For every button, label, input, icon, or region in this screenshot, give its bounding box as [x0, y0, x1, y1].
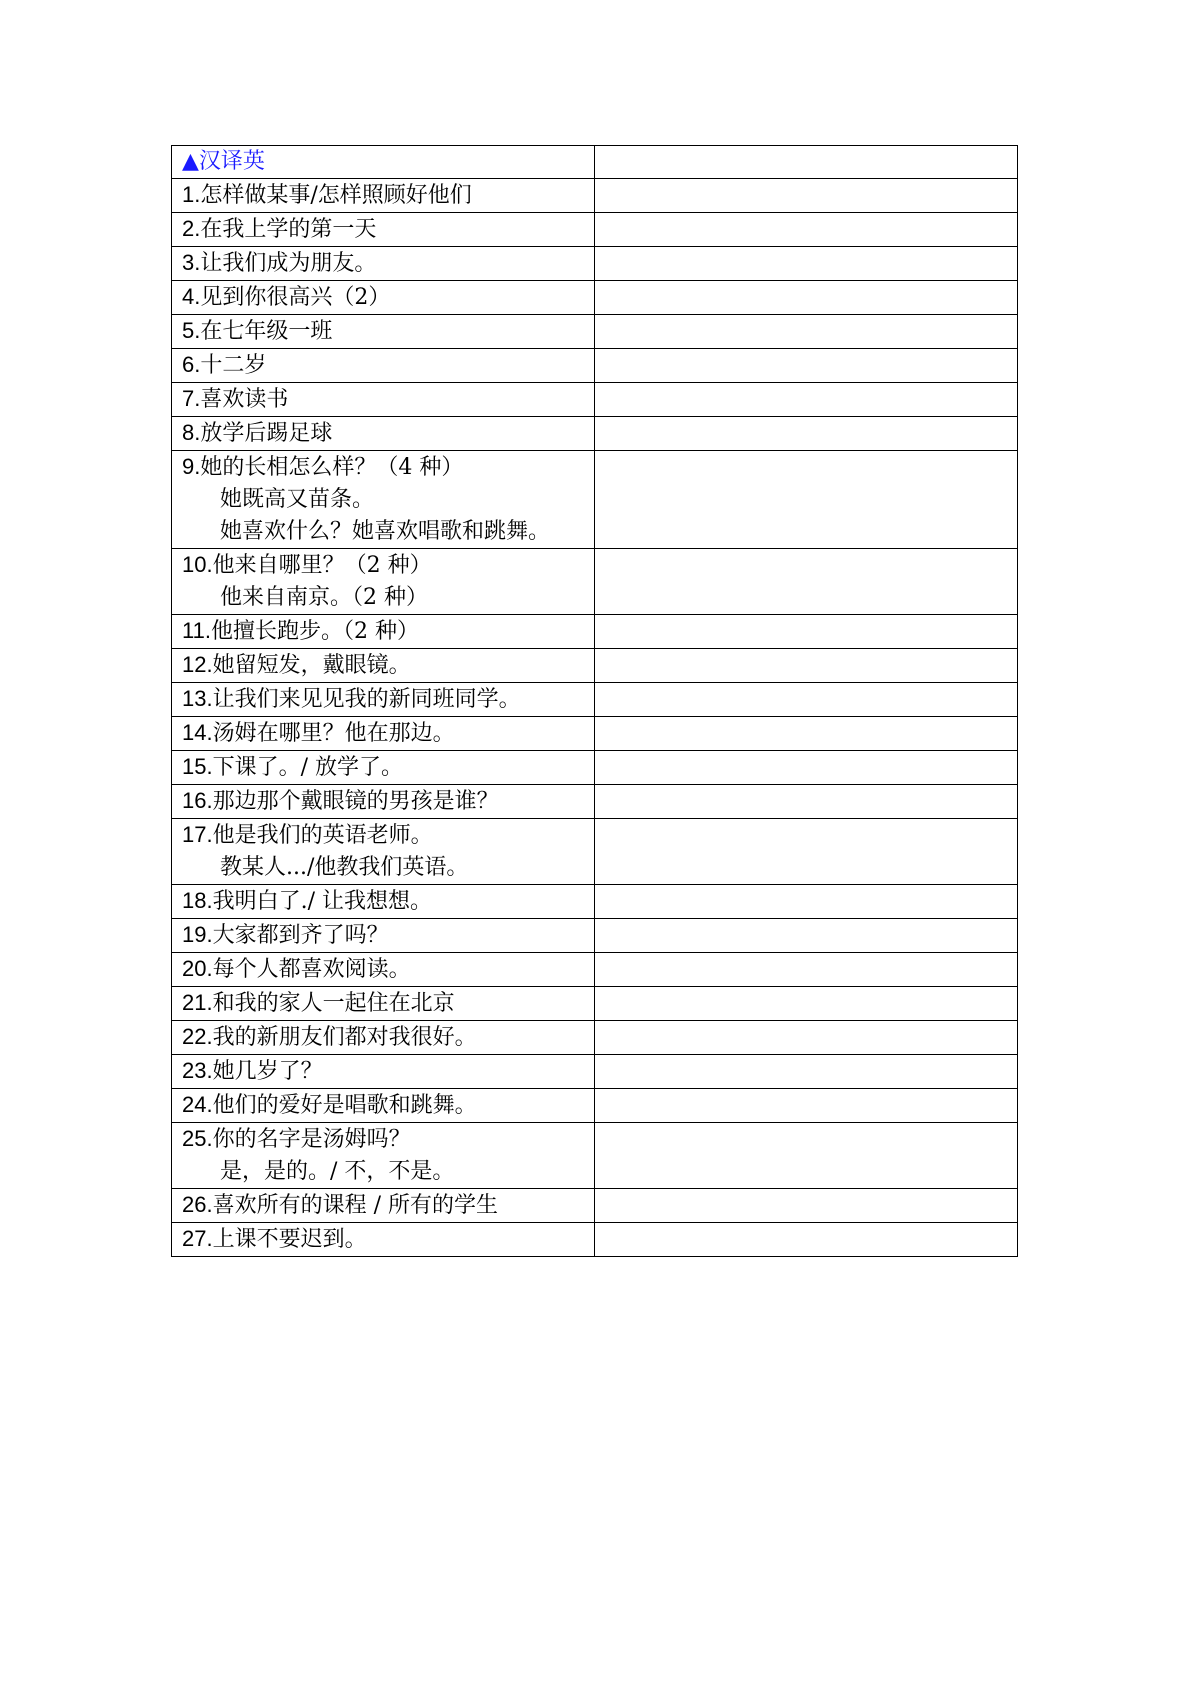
question-row [172, 213, 1018, 247]
question-cell [172, 383, 595, 417]
answer-cell[interactable] [595, 315, 1018, 349]
question-row [172, 1021, 1018, 1055]
answer-cell[interactable] [595, 987, 1018, 1021]
question-subline: 他来自南京。（2 种） [220, 585, 428, 610]
answer-cell[interactable] [595, 451, 1018, 549]
question-line: 我明白了./ 让我想想。 [212, 889, 432, 914]
question-number: 20. [182, 956, 213, 981]
question-number: 25. [182, 1126, 213, 1151]
answer-cell[interactable] [595, 717, 1018, 751]
question-text [182, 785, 594, 818]
question-number: 21. [182, 990, 213, 1015]
header-row [172, 146, 1018, 179]
answer-cell[interactable] [595, 819, 1018, 885]
question-row [172, 1123, 1018, 1189]
question-number: 14. [182, 720, 213, 745]
question-cell [172, 179, 595, 213]
question-text [182, 1189, 594, 1222]
answer-cell[interactable] [595, 281, 1018, 315]
question-row [172, 281, 1018, 315]
question-line: 每个人都喜欢阅读。 [212, 957, 411, 982]
answer-cell[interactable] [595, 751, 1018, 785]
question-cell [172, 649, 595, 683]
question-number: 16. [182, 788, 213, 813]
question-line: 他们的爱好是唱歌和跳舞。 [212, 1093, 477, 1118]
question-row [172, 247, 1018, 281]
translation-table [171, 145, 1018, 1257]
question-line: 在七年级一班 [200, 319, 333, 344]
answer-cell[interactable] [595, 1123, 1018, 1189]
answer-cell[interactable] [595, 1055, 1018, 1089]
question-number: 11. [182, 618, 211, 643]
question-text [182, 953, 594, 986]
question-text [182, 315, 594, 348]
question-line: 在我上学的第一天 [200, 217, 377, 242]
question-number: 9. [182, 454, 201, 479]
question-line: 他擅长跑步。（2 种） [210, 619, 419, 644]
question-cell [172, 247, 595, 281]
question-line: 喜欢所有的课程 / 所有的学生 [212, 1193, 498, 1218]
answer-cell[interactable] [595, 383, 1018, 417]
question-line: 怎样做某事/怎样照顾好他们 [200, 183, 472, 208]
question-cell [172, 417, 595, 451]
question-row [172, 987, 1018, 1021]
question-number: 19. [182, 922, 213, 947]
question-text [182, 247, 594, 280]
question-line: 下课了。/ 放学了。 [212, 755, 403, 780]
question-text [182, 683, 594, 716]
question-text [182, 417, 594, 450]
translation-table-body [172, 146, 1018, 1257]
question-cell [172, 315, 595, 349]
answer-cell[interactable] [595, 213, 1018, 247]
question-line: 十二岁 [200, 353, 267, 378]
question-row [172, 315, 1018, 349]
answer-cell[interactable] [595, 417, 1018, 451]
question-row [172, 1223, 1018, 1257]
answer-cell[interactable] [595, 1223, 1018, 1257]
answer-cell[interactable] [595, 683, 1018, 717]
question-text [182, 451, 594, 484]
question-number: 22. [182, 1024, 213, 1049]
question-cell [172, 885, 595, 919]
question-line: 她留短发，戴眼镜。 [212, 653, 411, 678]
question-row [172, 751, 1018, 785]
question-cell [172, 751, 595, 785]
question-cell [172, 213, 595, 247]
question-text [182, 179, 594, 212]
question-line: 他来自哪里？（2 种） [212, 553, 432, 578]
question-text [182, 751, 594, 784]
question-number: 24. [182, 1092, 213, 1117]
question-text [182, 349, 594, 382]
answer-cell[interactable] [595, 885, 1018, 919]
question-text [182, 717, 594, 750]
answer-cell[interactable] [595, 247, 1018, 281]
question-number: 6. [182, 352, 201, 377]
question-line: 她几岁了？ [212, 1059, 323, 1084]
header-title: 汉译英 [198, 149, 265, 174]
question-cell [172, 819, 595, 885]
question-text [182, 649, 594, 682]
answer-cell[interactable] [595, 1089, 1018, 1123]
question-line: 他是我们的英语老师。 [212, 823, 433, 848]
question-line: 大家都到齐了吗？ [212, 923, 389, 948]
header-title-cell [172, 146, 595, 179]
question-row [172, 785, 1018, 819]
question-number: 13. [182, 686, 213, 711]
question-row [172, 1189, 1018, 1223]
question-text [182, 1089, 594, 1122]
question-row [172, 953, 1018, 987]
question-subline: 是，是的。/ 不，不是。 [220, 1159, 455, 1184]
question-line: 和我的家人一起住在北京 [212, 991, 455, 1016]
question-row [172, 1089, 1018, 1123]
question-number: 7. [182, 386, 201, 411]
question-number: 23. [182, 1058, 213, 1083]
question-number: 2. [182, 216, 201, 241]
question-text [182, 1223, 594, 1256]
question-text [182, 281, 594, 314]
question-cell [172, 1189, 595, 1223]
question-number: 26. [182, 1192, 213, 1217]
answer-cell[interactable] [595, 919, 1018, 953]
question-row [172, 919, 1018, 953]
question-number: 12. [182, 652, 213, 677]
question-number: 17. [182, 822, 213, 847]
question-cell [172, 1123, 595, 1189]
question-cell [172, 1021, 595, 1055]
question-text [182, 383, 594, 416]
question-line: 放学后踢足球 [200, 421, 333, 446]
question-text [182, 1021, 594, 1054]
answer-cell[interactable] [595, 349, 1018, 383]
question-text [182, 549, 594, 582]
question-line: 你的名字是汤姆吗？ [212, 1127, 411, 1152]
answer-cell[interactable] [595, 785, 1018, 819]
question-text [182, 1123, 594, 1156]
question-cell [172, 615, 595, 649]
question-row [172, 819, 1018, 885]
question-row [172, 451, 1018, 549]
question-row [172, 1055, 1018, 1089]
question-cell [172, 953, 595, 987]
question-line: 喜欢读书 [200, 387, 289, 412]
header-answer-cell[interactable] [595, 146, 1018, 179]
question-number: 18. [182, 888, 213, 913]
question-cell [172, 1055, 595, 1089]
question-line: 让我们来见见我的新同班同学。 [212, 687, 521, 712]
question-row [172, 349, 1018, 383]
question-number: 5. [182, 318, 201, 343]
question-text [182, 1055, 594, 1088]
question-row [172, 717, 1018, 751]
question-cell [172, 717, 595, 751]
question-cell [172, 919, 595, 953]
answer-cell[interactable] [595, 549, 1018, 615]
question-cell [172, 1223, 595, 1257]
answer-cell[interactable] [595, 953, 1018, 987]
question-row [172, 683, 1018, 717]
question-cell [172, 281, 595, 315]
answer-cell[interactable] [595, 649, 1018, 683]
question-cell [172, 549, 595, 615]
question-row [172, 649, 1018, 683]
question-subline: 她喜欢什么？她喜欢唱歌和跳舞。 [220, 519, 551, 544]
question-line: 我的新朋友们都对我很好。 [212, 1025, 477, 1050]
question-text [182, 615, 594, 648]
question-number: 8. [182, 420, 201, 445]
question-text [182, 213, 594, 246]
question-text [182, 819, 594, 852]
answer-cell[interactable] [595, 1021, 1018, 1055]
answer-cell[interactable] [595, 615, 1018, 649]
question-text [182, 885, 594, 918]
question-subline: 她既高又苗条。 [220, 487, 375, 512]
question-cell [172, 987, 595, 1021]
question-row [172, 417, 1018, 451]
question-line: 让我们成为朋友。 [200, 251, 377, 276]
question-number: 1. [182, 182, 201, 207]
question-line: 她的长相怎么样？（4 种） [200, 455, 464, 480]
question-subline: 教某人.../他教我们英语。 [220, 855, 469, 880]
question-cell [172, 683, 595, 717]
question-row [172, 179, 1018, 213]
question-line: 上课不要迟到。 [212, 1227, 367, 1252]
question-row [172, 383, 1018, 417]
question-number: 3. [182, 250, 201, 275]
question-number: 10. [182, 552, 213, 577]
question-cell [172, 451, 595, 549]
question-cell [172, 785, 595, 819]
question-cell [172, 349, 595, 383]
question-number: 15. [182, 754, 213, 779]
answer-cell[interactable] [595, 1189, 1018, 1223]
question-row [172, 549, 1018, 615]
question-row [172, 615, 1018, 649]
question-line: 见到你很高兴（2） [200, 285, 391, 310]
question-text [182, 987, 594, 1020]
answer-cell[interactable] [595, 179, 1018, 213]
question-text [182, 919, 594, 952]
question-number: 4. [182, 284, 201, 309]
question-number: 27. [182, 1226, 213, 1251]
question-cell [172, 1089, 595, 1123]
question-row [172, 885, 1018, 919]
triangle-marker-icon: ▲ [182, 149, 199, 174]
question-line: 那边那个戴眼镜的男孩是谁？ [212, 789, 499, 814]
question-line: 汤姆在哪里？他在那边。 [212, 721, 455, 746]
